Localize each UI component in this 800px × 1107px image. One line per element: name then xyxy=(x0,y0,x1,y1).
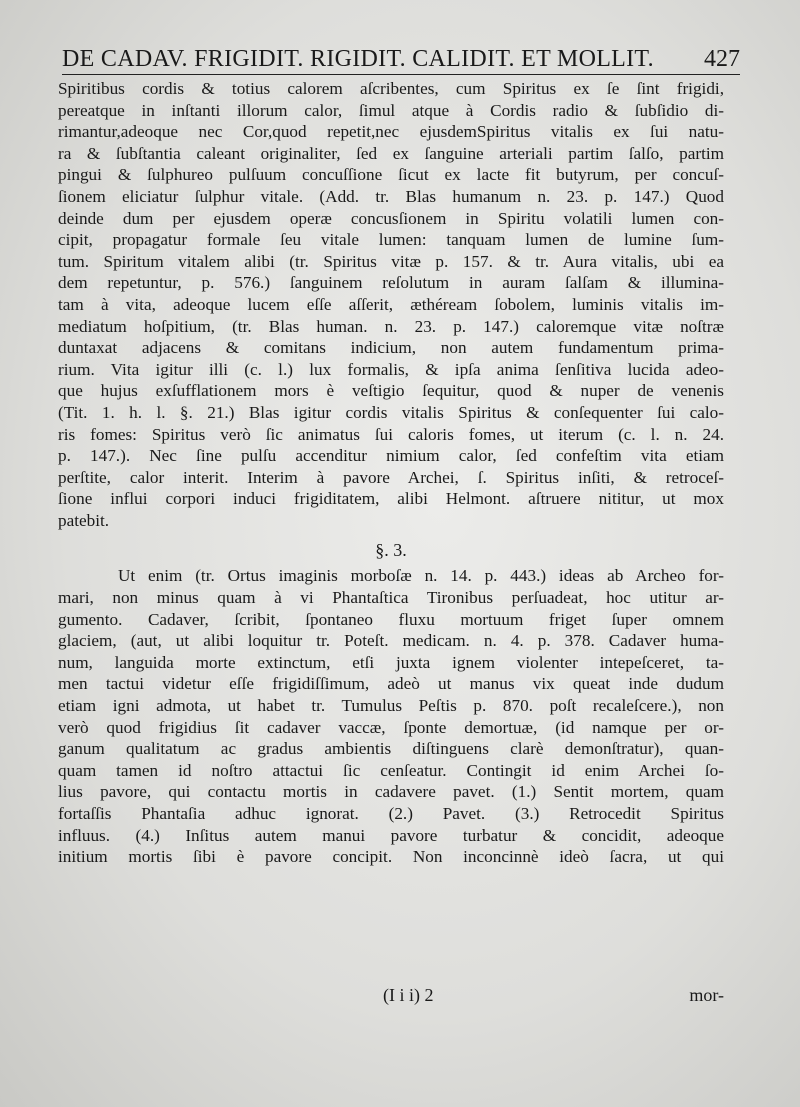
paragraph-1 xyxy=(58,78,724,531)
text-line: gumento. Cadaver, ſcribit, ſpontaneo fluxu mortuum friget ſuper omnem xyxy=(58,609,724,629)
text-line: quam tamen id noſtro attactui ſic cenſeatur. Contingit id enim Archei ſo- xyxy=(58,760,724,780)
text-line: patebit. xyxy=(58,510,110,530)
text-line: fortaſſis Phantaſia adhuc ignorat. (2.) Pavet. (3.) Retrocedit Spiritus xyxy=(58,804,724,823)
text-line: lius pavore, qui contactu mortis in cadavere pavet. (1.) Sentit mortem, quam xyxy=(58,782,724,802)
text-line: rimantur,adeoque nec Cor,quod repetit,nec ejusdemSpiritus vitalis ex ſui natu- xyxy=(58,122,724,142)
text-line: ganum qualitatum ac gradus ambientis diſtinguens clarè demonſtratur), quan- xyxy=(58,739,724,759)
page-number: 427 xyxy=(704,46,740,72)
text-line: perſtite, calor interit. Interim à pavore Archei, ſ. Spiritus inſiti, & retroceſ- xyxy=(58,467,724,487)
body-text xyxy=(58,78,724,868)
text-line: ra & ſubſtantia caleant originaliter, ſed ex ſanguine arteriali partim ſalſo, partim xyxy=(58,143,724,163)
text-line: mediatum hoſpitium, (tr. Blas human. n. 23. p. 147.) caloremque vitæ noſtræ xyxy=(58,316,724,336)
text-line: tum. Spiritum vitalem alibi (tr. Spiritus vitæ p. 157. & tr. Aura vitalis, ubi ea xyxy=(58,251,724,271)
text-line: ſionem eliciatur ſulphur vitale. (Add. tr. Blas humanum n. 23. p. 147.) Quod xyxy=(58,186,724,206)
running-head: DE CADAV. FRIGIDIT. RIGIDIT. CALIDIT. ET MOLLIT. xyxy=(62,46,654,72)
text-line: Spiritibus cordis & totius calorem aſcribentes, cum Spiritus ex ſe ſint frigidi, xyxy=(58,79,724,98)
text-line: que hujus exſufflationem mors è veſtigio ſequitur, quod & nuper de venenis xyxy=(58,381,724,401)
text-line: glaciem, (aut, ut alibi loquitur tr. Poteſt. medicam. n. 4. p. 378. Cadaver huma- xyxy=(58,631,724,651)
text-line: cipit, propagatur formale ſeu vitale lumen: tanquam lumen de lumine ſum- xyxy=(58,230,724,250)
text-line: ſione influi corpori induci frigiditatem, alibi Helmont. aſtruere nititur, ut mox xyxy=(58,489,724,509)
text-line: mari, non minus quam à vi Phantaſtica Tironibus perſuadeat, hoc utitur ar- xyxy=(58,588,724,608)
page-footer xyxy=(58,985,724,1011)
paragraph-2 xyxy=(58,565,724,867)
text-line: tam à vita, adeoque lucem eſſe aſſerit, æthéream ſobolem, luminis vitalis im- xyxy=(58,294,724,314)
text-line: num, languida morte extinctum, etſi juxta ignem violenter intepeſceret, ta- xyxy=(58,652,724,672)
page-header xyxy=(62,40,740,75)
text-line: pingui & ſulphureo pulſuum concuſſione ſicut ex lacte fit butyrum, per concuſ- xyxy=(58,165,724,185)
text-line: dem repetuntur, p. 576.) ſanguinem reſolutum in auram ſalſam & illumina- xyxy=(58,273,724,293)
text-line: verò quod frigidius ſit cadaver vaccæ, ſponte demortuæ, (id namque per or- xyxy=(58,717,724,737)
text-line: ris fomes: Spiritus verò ſic animatus ſui caloris fomes, ut iterum (c. l. n. 24. xyxy=(58,424,724,444)
text-line: (Tit. 1. h. l. §. 21.) Blas igitur cordis vitalis Spiritus & conſequenter ſui calo- xyxy=(58,402,724,422)
text-line: pereatque in inſtanti illorum calor, ſimul atque à Cordis radio & ſubſidio di- xyxy=(58,100,724,120)
text-line: influus. (4.) Inſitus autem manui pavore turbatur & concidit, adeoque xyxy=(58,825,724,845)
text-line: p. 147.). Nec ſine pulſu accenditur nimium calor, ſed confeſtim vita etiam xyxy=(58,446,724,466)
catchword: mor- xyxy=(689,985,724,1005)
text-line: initium mortis ſibi è pavore concipit. Non inconcinnè ideò ſacra, ut qui xyxy=(58,847,724,867)
text-line: duntaxat adjacens & comitans indicium, non autem fundamentum prima- xyxy=(58,338,724,358)
text-line: etiam igni admota, ut habet tr. Tumulus Peſtis p. 870. poſt recaleſcere.), non xyxy=(58,696,724,716)
text-line: men tactui videtur eſſe frigidiſſimum, adeò ut manus vix queat inde dudum xyxy=(58,674,724,694)
text-line: deinde dum per ejusdem operæ concusſionem in Spiritu volatili lumen con- xyxy=(58,208,724,228)
section-mark: §. 3. xyxy=(375,540,407,561)
text-line: rium. Vita igitur illi (c. l.) lux formalis, & ipſa anima ſenſitiva lucida adeo- xyxy=(58,359,724,379)
text-line: Ut enim (tr. Ortus imaginis morboſæ n. 14. p. 443.) ideas ab Archeo for- xyxy=(118,566,724,586)
signature-mark: (I i i) 2 xyxy=(383,985,434,1005)
